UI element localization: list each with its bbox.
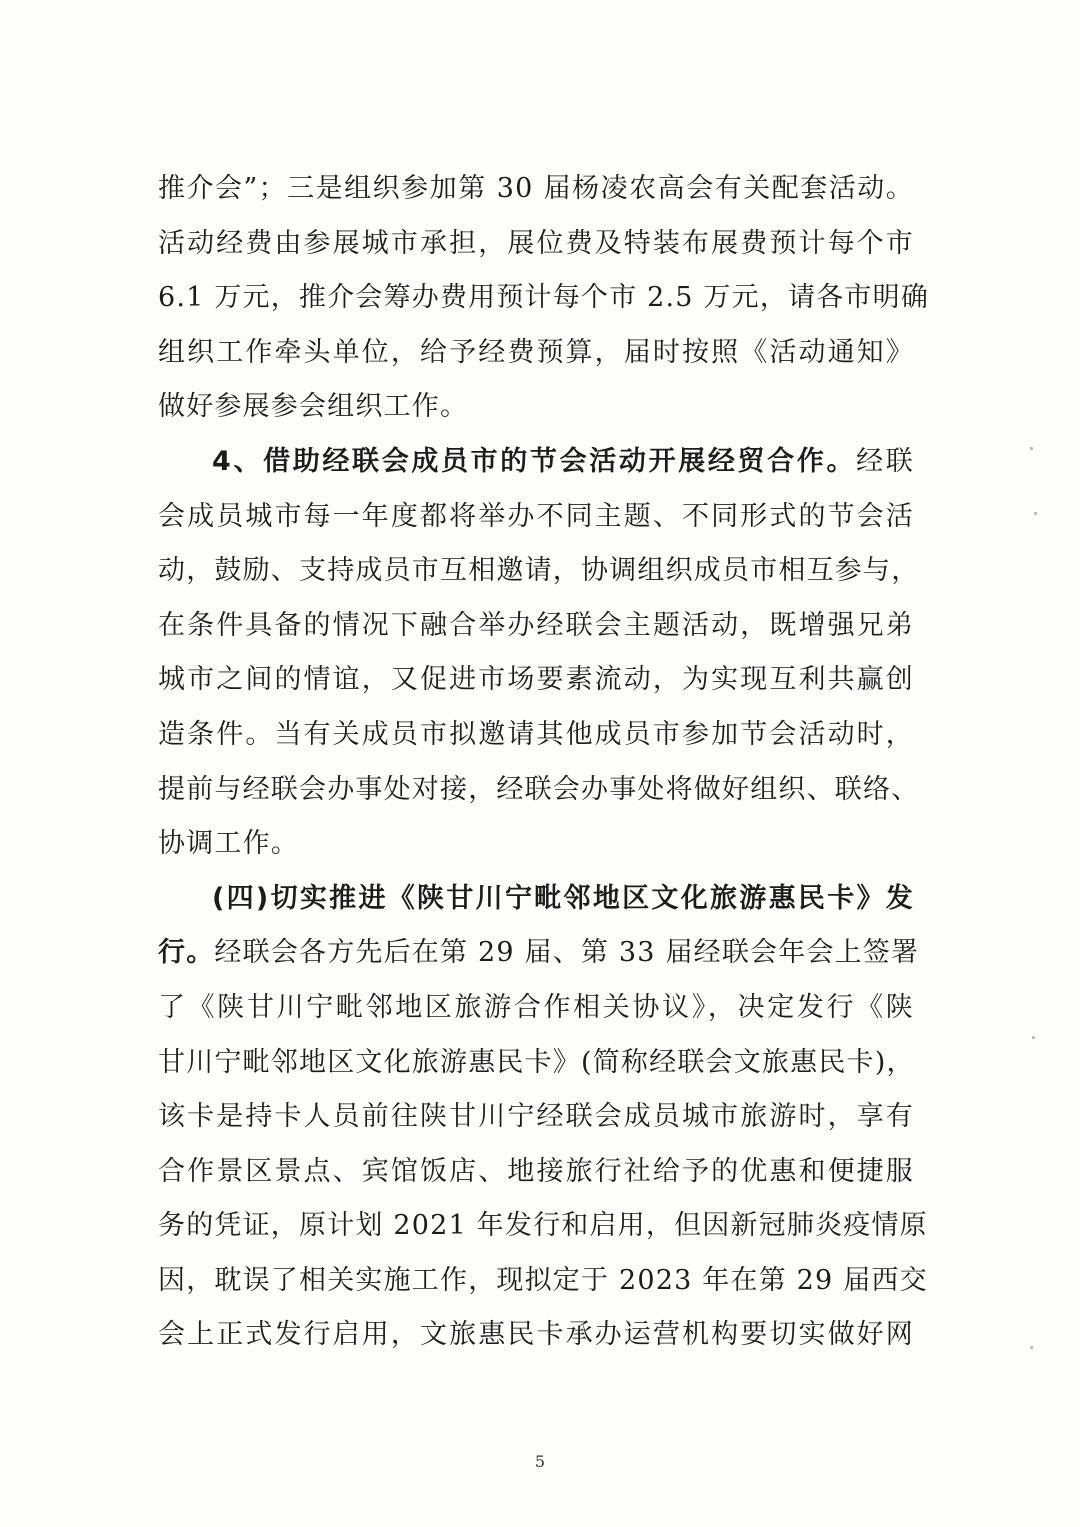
text-line	[158, 217, 914, 272]
line-text: 会成员城市每一年度都将举办不同主题、不同形式的节会活	[158, 500, 914, 532]
text-line	[158, 1036, 914, 1091]
line-text: 合作景区景点、宾馆饭店、地接旅行社给予的优惠和便捷服	[158, 1155, 914, 1187]
line-text: 该卡是持卡人员前往陕甘川宁经联会成员城市旅游时，享有	[158, 1101, 914, 1133]
text-line	[158, 162, 914, 217]
text-line	[158, 1308, 914, 1363]
section-heading-si-continued: 行。	[158, 937, 215, 969]
text-line	[158, 326, 914, 381]
line-text: 6.1 万元，推介会筹办费用预计每个市 2.5 万元，请各市明确	[158, 282, 930, 314]
section-heading-4: 4、借助经联会成员市的节会活动开展经贸合作。	[212, 445, 857, 477]
line-text: 经联	[856, 445, 914, 477]
scan-speck	[1030, 447, 1033, 450]
line-text: 推介会”；三是组织参加第 30 届杨凌农高会有关配套活动。	[158, 173, 914, 204]
text-line	[158, 763, 920, 818]
text-line	[158, 708, 914, 763]
line-text: 务的凭证，原计划 2021 年发行和启用，但因新冠肺炎疫情原	[158, 1210, 928, 1242]
line-text: 甘川宁毗邻地区文化旅游惠民卡》(简称经联会文旅惠民卡)，	[158, 1046, 915, 1078]
line-text: 做好参展参会组织工作。	[158, 391, 469, 423]
line-text: 经联会各方先后在第 29 届、第 33 届经联会年会上签署	[214, 937, 920, 969]
text-line	[158, 1254, 928, 1309]
line-text: 协调工作。	[158, 828, 299, 860]
text-line	[158, 1199, 928, 1254]
text-line	[158, 271, 930, 326]
line-text: 造条件。当有关成员市拟邀请其他成员市参加节会活动时，	[158, 718, 914, 750]
scan-speck	[1032, 1036, 1035, 1039]
line-text: 会上正式发行启用，文旅惠民卡承办运营机构要切实做好网	[158, 1319, 914, 1351]
section-heading-line	[158, 872, 914, 927]
text-line	[158, 817, 914, 872]
scan-speck	[1034, 512, 1037, 515]
text-line	[158, 981, 914, 1036]
text-line	[158, 653, 914, 708]
text-line	[158, 1090, 914, 1145]
line-text: 在条件具备的情况下融合举办经联会主题活动，既增强兄弟	[158, 609, 914, 641]
page-number: 5	[534, 1452, 546, 1471]
section-heading-line	[158, 435, 914, 490]
line-text: 因，耽误了相关实施工作，现拟定于 2023 年在第 29 届西交	[158, 1264, 928, 1296]
line-text: 组织工作牵头单位，给予经费预算，届时按照《活动通知》	[158, 336, 914, 368]
line-text: 活动经费由参展城市承担，展位费及特装布展费预计每个市	[158, 227, 914, 259]
text-line	[158, 380, 914, 435]
scan-speck	[1030, 1346, 1033, 1349]
text-line	[158, 1145, 914, 1200]
line-text: 提前与经联会办事处对接，经联会办事处将做好组织、联络、	[158, 773, 920, 805]
line-text: 城市之间的情谊，又促进市场要素流动，为实现互利共赢创	[158, 664, 914, 696]
body-text	[158, 162, 930, 1363]
section-heading-si: (四)切实推进《陕甘川宁毗邻地区文化旅游惠民卡》发	[212, 882, 914, 914]
text-line	[158, 599, 914, 654]
text-line	[158, 544, 920, 599]
line-text: 动，鼓励、支持成员市互相邀请，协调组织成员市相互参与，	[158, 555, 920, 587]
text-line	[158, 926, 920, 981]
line-text: 了《陕甘川宁毗邻地区旅游合作相关协议》，决定发行《陕	[158, 991, 914, 1023]
text-line	[158, 490, 914, 545]
